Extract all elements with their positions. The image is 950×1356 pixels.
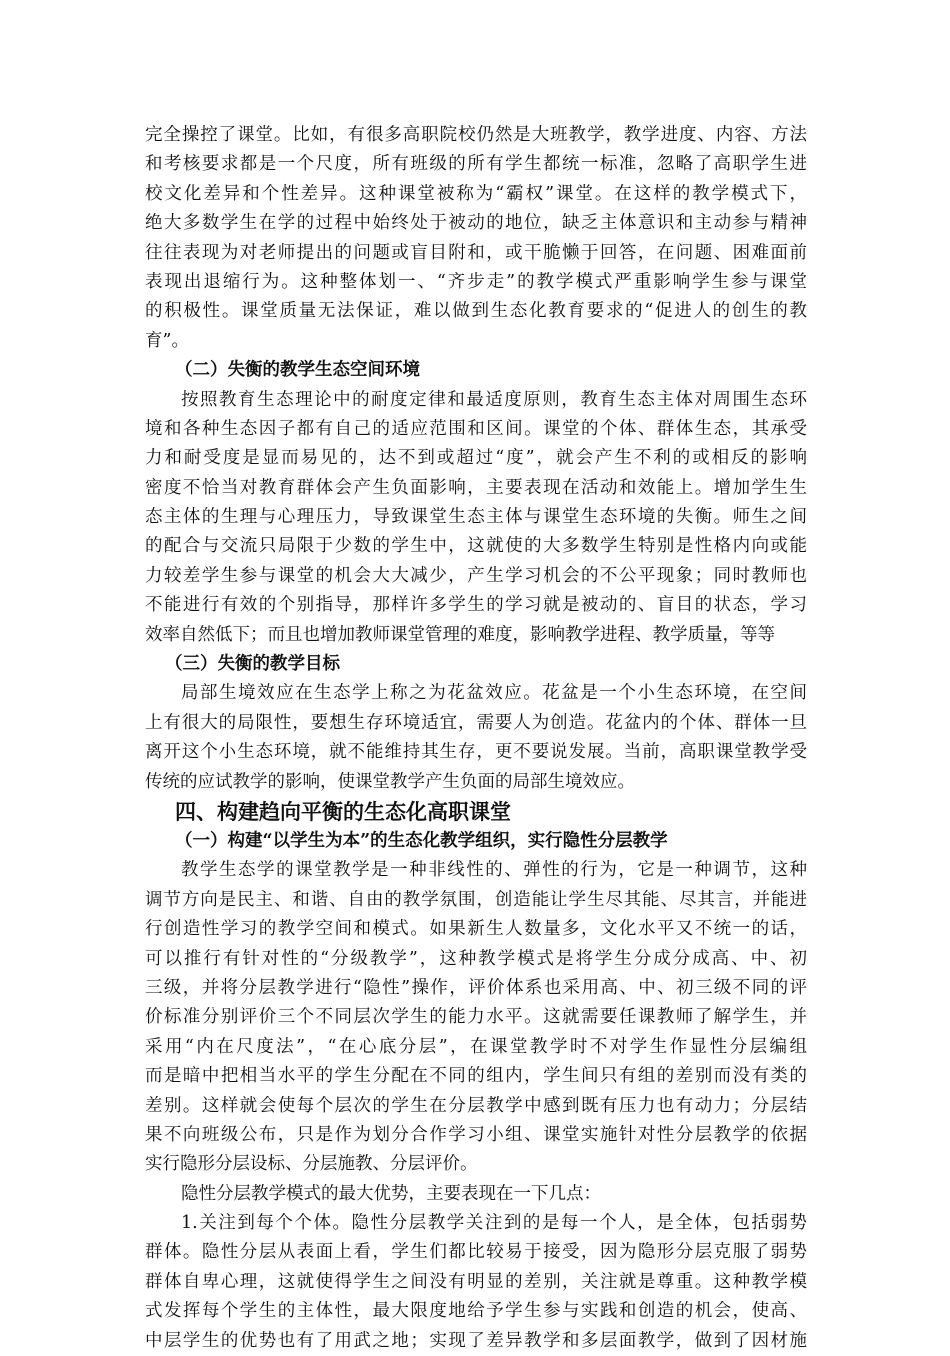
text-line: 的配合与交流只局限于少数的学生中，这就使的大多数学生特别是性格内向或能	[145, 536, 807, 557]
paragraph-2	[145, 386, 807, 651]
document-page	[145, 121, 807, 1356]
section-heading-4: 四、构建趋向平衡的生态化高职课堂	[175, 798, 511, 824]
text-line: 的积极性。课堂质量无法保证，难以做到生态化教育要求的“促进人的创生的教	[145, 301, 807, 322]
text-line: 密度不恰当对教育群体会产生负面影响，主要表现在活动和效能上。增加学生生	[145, 477, 807, 498]
text-line: 局部生境效应在生态学上称之为花盆效应。花盆是一个小生态环境，在空间	[181, 683, 807, 704]
text-line: 价标准分别评价三个不同层次学生的能力水平。这就需要任课教师了解学生，并	[145, 1007, 807, 1028]
text-line: 往往表现为对老师提出的问题或盲目附和，或干脆懒于回答，在问题、困难面前	[145, 242, 807, 263]
text-line: 境和各种生态因子都有自己的适应范围和区间。课堂的个体、群体生态，其承受	[145, 418, 807, 439]
text-line: 三级，并将分层教学进行“隐性”操作，评价体系也采用高、中、初三级不同的评	[145, 977, 807, 998]
text-line: 上有很大的局限性，要想生存环境适宜，需要人为创造。花盆内的个体、群体一旦	[145, 712, 807, 733]
text-line: 绝大多数学生在学的过程中始终处于被动的地位，缺乏主体意识和主动参与精神	[145, 213, 807, 234]
text-line: 传统的应试教学的影响，使课堂教学产生负面的局部生境效应。	[145, 771, 635, 792]
text-line: 教学生态学的课堂教学是一种非线性的、弹性的行为，它是一种调节，这种	[181, 860, 807, 881]
text-line: 力和耐受度是显而易见的，达不到或超过“度”，就会产生不利的或相反的影响	[145, 448, 807, 469]
text-line: 差别。这样就会使每个层次的学生在分层教学中感到既有压力也有动力；分层结	[145, 1095, 807, 1116]
paragraph-6	[145, 1209, 807, 1356]
subheading-3: （三）失衡的教学目标	[165, 654, 340, 675]
text-line: 群体。隐性分层从表面上看，学生们都比较易于接受，因为隐形分层克服了弱势	[145, 1242, 807, 1263]
text-line: 果不向班级公布，只是作为划分合作学习小组、课堂实施针对性分层教学的依据	[145, 1124, 807, 1145]
text-line: 中层学生的优势也有了用武之地；实现了差异教学和多层面教学，做到了因材施	[145, 1330, 807, 1351]
text-line: 而是暗中把相当水平的学生分配在不同的组内，学生间只有组的差别而没有类的	[145, 1066, 807, 1087]
text-line: 1.关注到每个个体。隐性分层教学关注到的是每一个人，是全体，包括弱势	[181, 1213, 807, 1234]
text-line: 隐性分层教学模式的最大优势，主要表现在一下几点：	[181, 1183, 601, 1204]
text-line: 可以推行有针对性的“分级教学”，这种教学模式是将学生分成分成高、中、初	[145, 948, 807, 969]
text-line: 群体自卑心理，这就使得学生之间没有明显的差别，关注就是尊重。这种教学模	[145, 1271, 807, 1292]
text-line: 态主体的生理与心理压力，导致课堂生态主体与课堂生态环境的失衡。师生之间	[145, 507, 807, 528]
paragraph-4	[145, 856, 807, 1179]
text-line: 实行隐形分层设标、分层施教、分层评价。	[145, 1154, 478, 1175]
paragraph-1	[145, 121, 807, 356]
text-line: 采用“内在尺度法”，“在心底分层”，在课堂教学时不对学生作显性分层编组	[145, 1036, 807, 1057]
text-line: 表现出退缩行为。这种整体划一、“齐步走”的教学模式严重影响学生参与课堂	[145, 271, 807, 292]
text-line: 力较差学生参与课堂的机会大大减少，产生学习机会的不公平现象；同时教师也	[145, 565, 807, 586]
text-line: 效率自然低下；而且也增加教师课堂管理的难度，影响教学进程、教学质量，等等	[145, 624, 775, 645]
subheading-4-1: （一）构建“以学生为本”的生态化教学组织，实行隐性分层教学	[175, 830, 668, 851]
text-line: 不能进行有效的个别指导，那样许多学生的学习就是被动的、盲目的状态，学习	[145, 595, 807, 616]
text-line: 行创造性学习的教学空间和模式。如果新生人数量多，文化水平又不统一的话，	[145, 919, 807, 940]
text-line: 式发挥每个学生的主体性，最大限度地给予学生参与实践和创造的机会，使高、	[145, 1301, 807, 1322]
text-line: 调节方向是民主、和谐、自由的教学氛围，创造能让学生尽其能、尽其言，并能进	[145, 889, 807, 910]
paragraph-3	[145, 679, 807, 797]
paragraph-5	[145, 1180, 807, 1209]
text-line: 和考核要求都是一个尺度，所有班级的所有学生都统一标准，忽略了高职学生进	[145, 154, 807, 175]
text-line: 按照教育生态理论中的耐度定律和最适度原则，教育生态主体对周围生态环	[181, 389, 807, 410]
text-line: 校文化差异和个性差异。这种课堂被称为“霸权”课堂。在这样的教学模式下，	[145, 183, 807, 204]
text-line: 离开这个小生态环境，就不能维持其生存，更不要说发展。当前，高职课堂教学受	[145, 742, 807, 763]
subheading-2: （二）失衡的教学生态空间环境	[175, 360, 420, 381]
text-line: 完全操控了课堂。比如，有很多高职院校仍然是大班教学，教学进度、内容、方法	[145, 125, 807, 145]
text-line: 育”。	[145, 330, 189, 351]
